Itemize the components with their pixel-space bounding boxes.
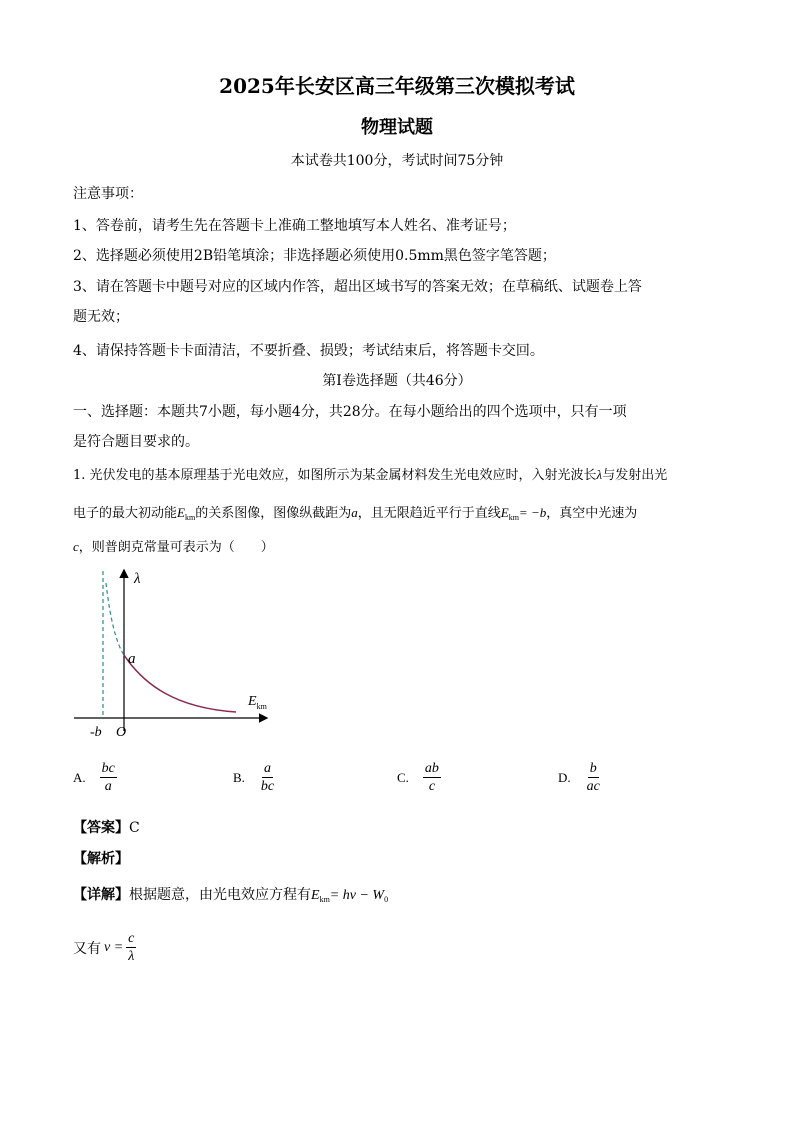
answer-value: C [129,820,140,836]
detail-line: 【详解】根据题意，由光电效应方程有$E_{km}= h\nu - W_0$ [73,887,389,904]
question-1-line-1: 1. 光伏发电的基本原理基于光电效应，如图所示为某金属材料发生光电效应时，入射光波长λ与发射出光 [73,467,668,483]
question-1-line-3: c，则普朗克常量可表示为（ ） [73,539,274,555]
option-a[interactable]: A. $\frac{bc}{a}$ [73,761,115,794]
option-c[interactable]: C. $\frac{ab}{c}$ [397,761,439,794]
intercept-label: a [128,651,136,667]
x-axis-label: $E_{km}$ [248,694,267,711]
lambda-curve [124,655,236,712]
notes-heading: 注意事项： [73,186,143,202]
exam-info: 本试卷共100分，考试时间75分钟 [290,153,504,169]
curve-extension [106,583,124,655]
section-heading: 第Ⅰ卷选择题（共46分） [322,373,472,389]
option-d[interactable]: D. $\frac{b}{ac}$ [558,761,600,794]
also-line: 又有 ν = $\frac{c}{\lambda}$ [73,931,135,964]
analysis-tag: 【解析】 [73,851,129,867]
exam-subject: 物理试题 [361,117,433,138]
note-item-1: 1、答卷前，请考生先在答题卡上准确工整地填写本人姓名、准考证号； [73,218,516,234]
origin-label: O [116,725,127,740]
y-axis-label: λ [134,571,141,587]
note-item-2: 2、选择题必须使用2B铅笔填涂；非选择题必须使用0.5mm黑色签字笔答题； [73,248,556,264]
note-item-3: 3、请在答题卡中题号对应的区域内作答，超出区域书写的答案无效；在草稿纸、试题卷上答 [73,279,642,295]
option-b[interactable]: B. $\frac{a}{bc}$ [233,761,275,794]
section-intro-2: 是符合题目要求的。 [73,434,199,450]
lambda-vs-ekm-graph [66,563,286,743]
answer-line: 【答案】C [73,820,140,836]
question-1-line-2: 电子的最大初动能$E_{km}$的关系图像，图像纵截距为a，且无限趋近平行于直线$E_{km}= -b$，真空中光速为 [73,505,638,522]
note-item-3-cont: 题无效； [73,309,129,325]
exam-title: 2025年长安区高三年级第三次模拟考试 [219,74,575,98]
note-item-4: 4、请保持答题卡卡面清洁，不要折叠、损毁；考试结束后，将答题卡交回。 [73,343,544,359]
neg-b-label: -b [90,725,102,740]
section-intro-1: 一、选择题：本题共7小题，每小题4分，共28分。在每小题给出的四个选项中，只有一项 [73,404,627,420]
